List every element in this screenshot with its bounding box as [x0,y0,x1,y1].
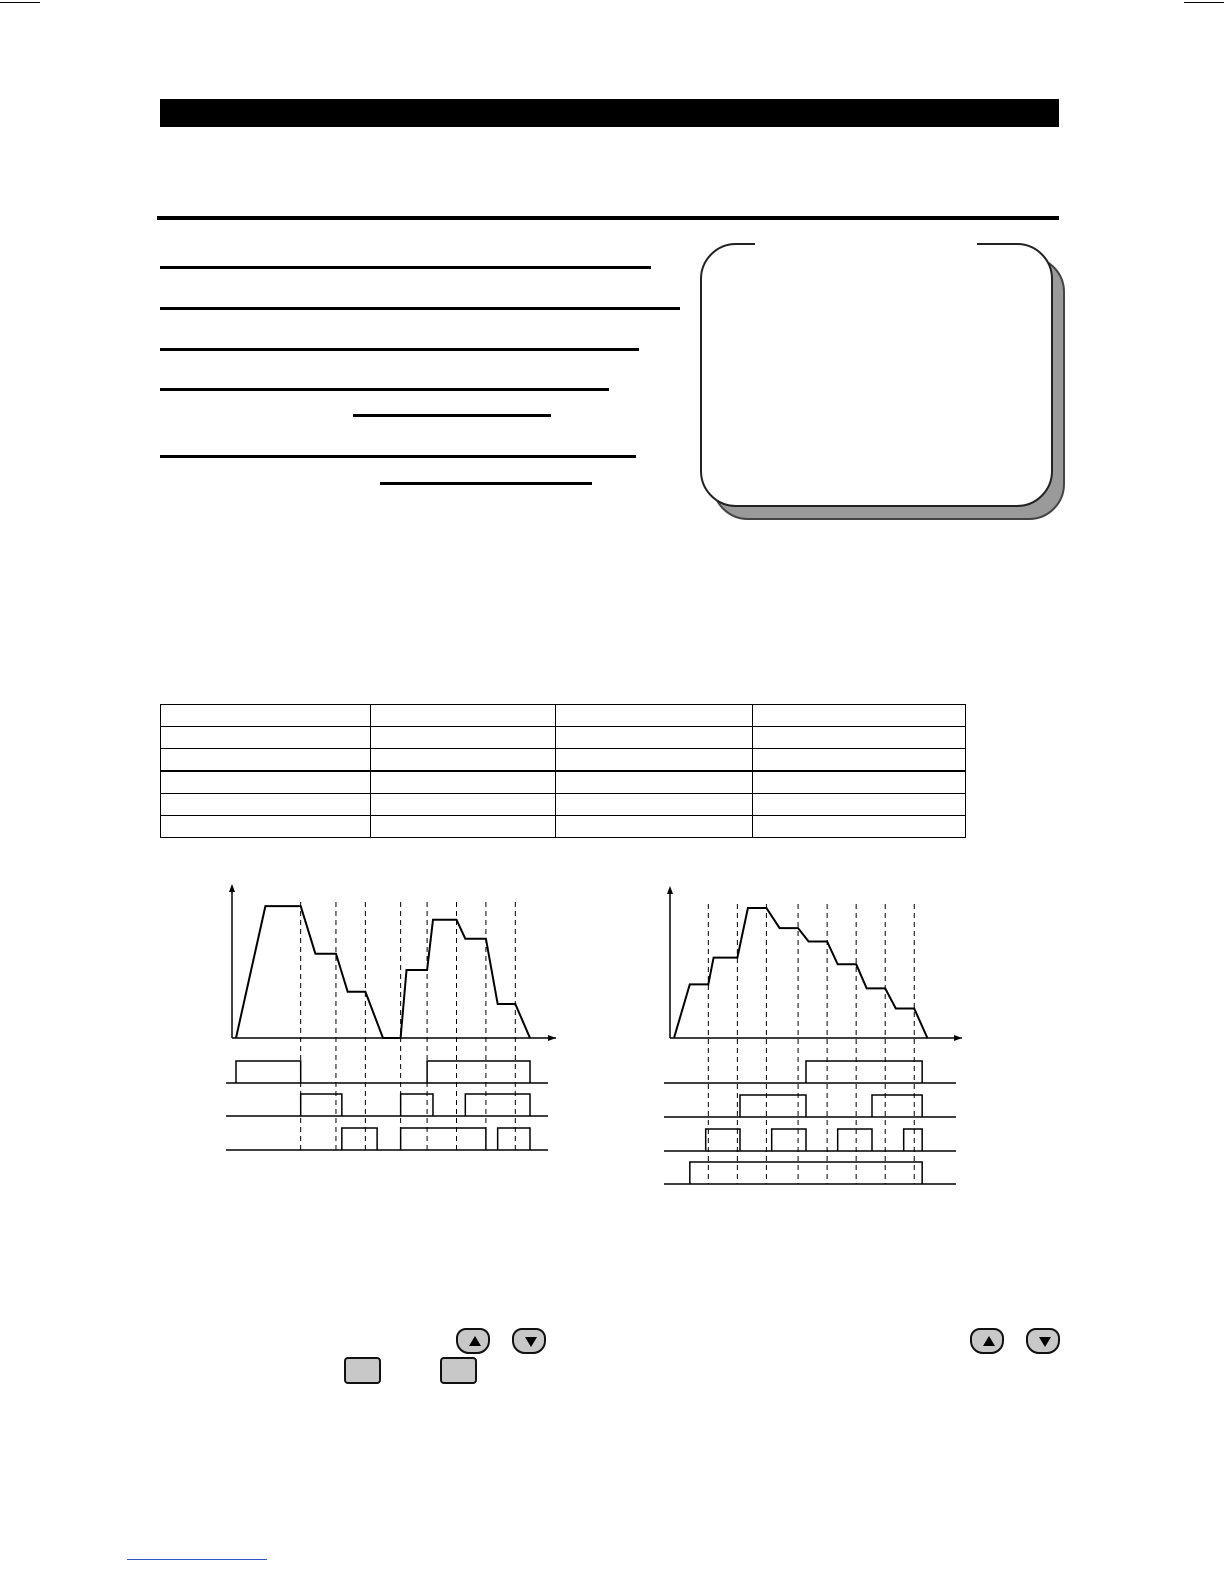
down-key-1[interactable] [512,1328,546,1354]
table-cell [753,771,966,794]
input-pulse [236,1061,301,1083]
table-cell [753,727,966,749]
down-arrow-icon [1039,1337,1051,1347]
table-cell [555,749,753,772]
input-pulse [427,1061,530,1083]
table-cell [161,771,371,794]
up-arrow-icon [469,1336,481,1346]
table-row [161,705,966,727]
table-row [161,816,966,838]
input-pulse [706,1129,740,1151]
input-pulse [342,1128,377,1150]
table-cell [555,794,753,816]
parameter-line-2 [160,307,680,310]
timing-diagram-left [220,876,560,1176]
parameter-line-5b [380,482,592,485]
crop-mark-right [1184,2,1224,3]
table-cell [161,794,371,816]
table-cell [161,816,371,838]
table-cell [753,794,966,816]
settings-table [160,704,966,838]
heading-rule [157,216,1059,220]
table-row [161,794,966,816]
input-pulse [401,1128,486,1150]
up-arrow-icon [983,1336,995,1346]
input-pulse [772,1129,806,1151]
input-pulse [465,1094,530,1116]
up-key-1[interactable] [456,1328,490,1354]
table-cell [555,816,753,838]
input-pulse [838,1129,872,1151]
table-cell [555,705,753,727]
speed-profile [236,906,530,1038]
function-key-2[interactable] [440,1357,477,1384]
parameter-line-4 [160,388,609,391]
parameter-line-4b [353,414,551,417]
table-row [161,771,966,794]
input-pulse [498,1128,530,1150]
table-row [161,727,966,749]
up-key-2[interactable] [970,1328,1004,1354]
table-cell [370,771,555,794]
down-key-2[interactable] [1026,1328,1060,1354]
table-cell [161,749,371,772]
speed-axis-arrow [667,886,673,894]
table-row [161,749,966,772]
parameter-line-3 [160,348,639,351]
table-cell [370,794,555,816]
table-cell [753,749,966,772]
parameter-line-1 [160,266,651,269]
time-axis-arrow [548,1035,556,1041]
input-pulse [740,1095,806,1117]
table-cell [370,749,555,772]
note-box [700,243,1053,507]
crop-mark-left [0,2,40,3]
table-cell [555,727,753,749]
speed-profile [674,908,927,1038]
table-cell [370,705,555,727]
table-cell [753,816,966,838]
function-key-1[interactable] [344,1357,381,1384]
time-axis-arrow [954,1035,962,1041]
parameter-line-5 [160,455,636,458]
table-cell [370,816,555,838]
table-cell [161,727,371,749]
table-cell [370,727,555,749]
table-cell [753,705,966,727]
input-pulse [690,1162,922,1184]
down-arrow-icon [525,1337,537,1347]
note-box-title-gap [755,241,977,247]
timing-diagram-right [648,884,968,1204]
table-cell [555,771,753,794]
footer-link[interactable] [127,1559,267,1560]
section-title-bar [160,99,1059,127]
input-pulse [401,1094,433,1116]
input-pulse [806,1061,922,1083]
table-cell [161,705,371,727]
input-pulse [904,1129,922,1151]
speed-axis-arrow [229,884,235,892]
